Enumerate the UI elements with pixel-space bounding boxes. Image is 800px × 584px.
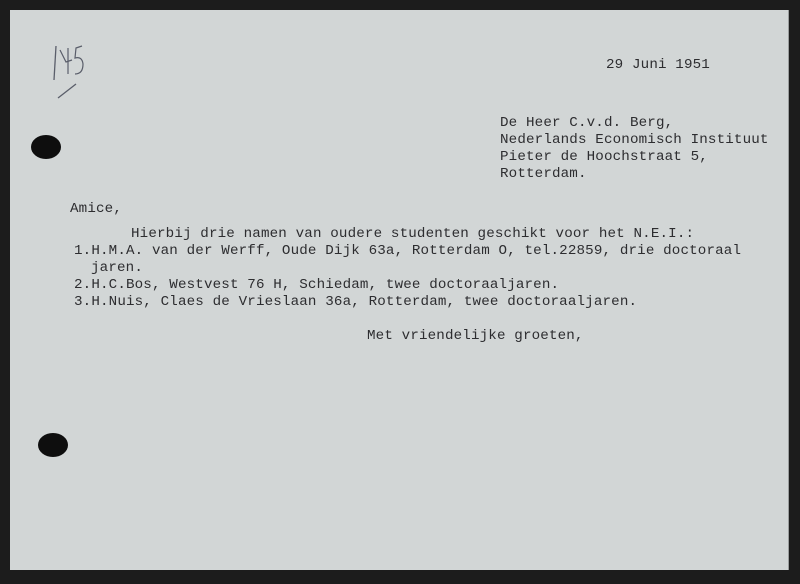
intro-text: Hierbij drie namen van oudere studenten geschikt voor het N.E.I.: xyxy=(131,226,695,242)
letter-page xyxy=(10,10,789,570)
address-line-3: Pieter de Hoochstraat 5, xyxy=(500,149,708,165)
student-item-1: 1.H.M.A. van der Werff, Oude Dijk 63a, Rotterdam O, tel.22859, drie doctoraal xyxy=(74,243,742,259)
punch-hole-bottom xyxy=(38,433,68,457)
student-item-3: 3.H.Nuis, Claes de Vrieslaan 36a, Rotterdam, twee doctoraaljaren. xyxy=(74,294,638,310)
closing: Met vriendelijke groeten, xyxy=(367,328,584,344)
address-line-2: Nederlands Economisch Instituut xyxy=(500,132,769,148)
address-line-4: Rotterdam. xyxy=(500,166,587,182)
student-item-2: 2.H.C.Bos, Westvest 76 H, Schiedam, twee doctoraaljaren. xyxy=(74,277,560,293)
student-item-1-continuation: jaren. xyxy=(91,260,143,276)
punch-hole-top xyxy=(31,135,61,159)
address-line-1: De Heer C.v.d. Berg, xyxy=(500,115,674,131)
handwritten-annotation xyxy=(48,40,98,102)
page-edge xyxy=(788,10,789,570)
letter-date: 29 Juni 1951 xyxy=(606,57,710,73)
salutation: Amice, xyxy=(70,201,122,217)
